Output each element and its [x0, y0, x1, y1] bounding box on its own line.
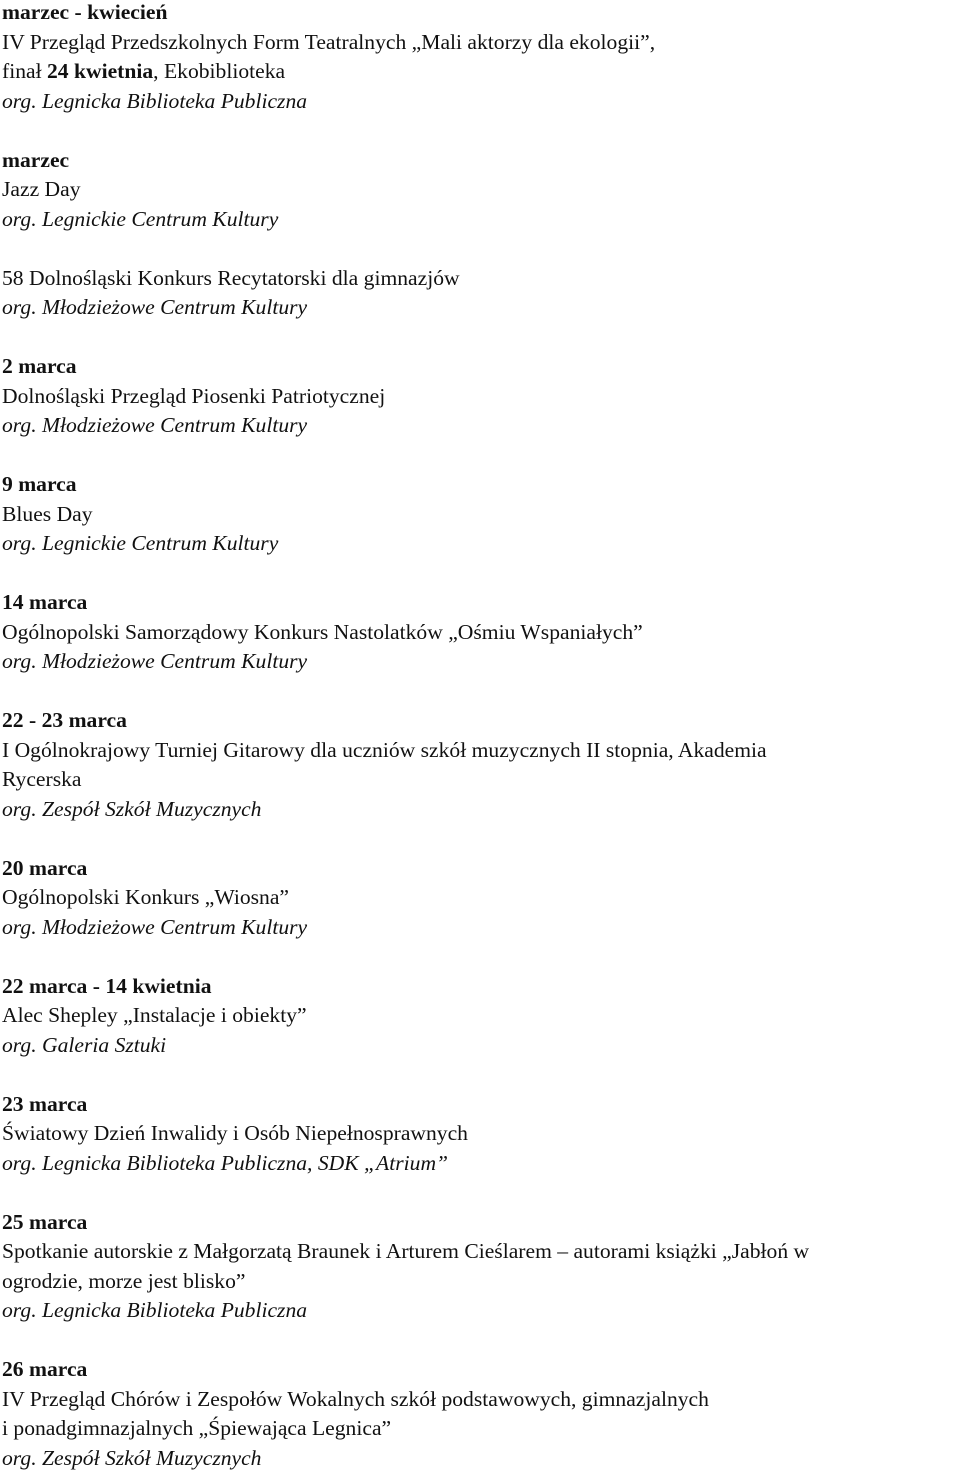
spacer: [2, 234, 960, 264]
spacer: [2, 1178, 960, 1208]
event-date: marzec: [2, 146, 960, 176]
event-organizer: org. Legnicka Biblioteka Publiczna: [2, 87, 960, 117]
event-entry: [2, 146, 960, 264]
event-organizer: org. Zespół Szkół Muzycznych: [2, 795, 960, 825]
event-entry: [2, 1355, 960, 1473]
event-entry: [2, 972, 960, 1090]
event-entry: [2, 352, 960, 470]
spacer: [2, 942, 960, 972]
event-entry: [2, 854, 960, 972]
event-entry: [2, 706, 960, 854]
event-organizer: org. Młodzieżowe Centrum Kultury: [2, 293, 960, 323]
event-organizer: org. Młodzieżowe Centrum Kultury: [2, 913, 960, 943]
event-date: 9 marca: [2, 470, 960, 500]
event-date: 20 marca: [2, 854, 960, 884]
spacer: [2, 1326, 960, 1356]
event-organizer: org. Legnicka Biblioteka Publiczna: [2, 1296, 960, 1326]
event-final-date: 24 kwietnia: [47, 59, 153, 83]
event-organizer: org. Młodzieżowe Centrum Kultury: [2, 411, 960, 441]
event-title-continued: ogrodzie, morze jest blisko”: [2, 1267, 960, 1297]
event-date: marzec - kwiecień: [2, 0, 960, 28]
event-title: Dolnośląski Przegląd Piosenki Patriotycznej: [2, 382, 960, 412]
event-date: 26 marca: [2, 1355, 960, 1385]
spacer: [2, 323, 960, 353]
event-detail: [2, 57, 960, 87]
event-detail-suffix: , Ekobiblioteka: [153, 59, 285, 83]
event-entry: [2, 0, 960, 146]
event-entry: [2, 470, 960, 588]
event-organizer: org. Legnickie Centrum Kultury: [2, 529, 960, 559]
spacer: [2, 559, 960, 589]
spacer: [2, 116, 960, 146]
event-title: Blues Day: [2, 500, 960, 530]
event-date: 23 marca: [2, 1090, 960, 1120]
event-entry: [2, 1090, 960, 1208]
event-entry: [2, 264, 960, 353]
event-title-continued: i ponadgimnazjalnych „Śpiewająca Legnica”: [2, 1414, 960, 1444]
event-organizer: org. Legnicka Biblioteka Publiczna, SDK „Atrium”: [2, 1149, 960, 1179]
event-title-continued: Rycerska: [2, 765, 960, 795]
event-title: Alec Shepley „Instalacje i obiekty”: [2, 1001, 960, 1031]
event-date: 22 - 23 marca: [2, 706, 960, 736]
event-title: Ogólnopolski Samorządowy Konkurs Nastolatków „Ośmiu Wspaniałych”: [2, 618, 960, 648]
event-entry: [2, 588, 960, 706]
event-calendar-document: [2, 0, 960, 1473]
event-title: I Ogólnokrajowy Turniej Gitarowy dla uczniów szkół muzycznych II stopnia, Akademia: [2, 736, 960, 766]
event-entry: [2, 1208, 960, 1356]
event-date: 2 marca: [2, 352, 960, 382]
event-title: IV Przegląd Chórów i Zespołów Wokalnych szkół podstawowych, gimnazjalnych: [2, 1385, 960, 1415]
spacer: [2, 441, 960, 471]
event-title: Spotkanie autorskie z Małgorzatą Braunek i Arturem Cieślarem – autorami książki „Jabłoń w: [2, 1237, 960, 1267]
event-organizer: org. Legnickie Centrum Kultury: [2, 205, 960, 235]
event-title: Ogólnopolski Konkurs „Wiosna”: [2, 883, 960, 913]
event-organizer: org. Galeria Sztuki: [2, 1031, 960, 1061]
event-title: IV Przegląd Przedszkolnych Form Teatralnych „Mali aktorzy dla ekologii”,: [2, 28, 960, 58]
event-organizer: org. Zespół Szkół Muzycznych: [2, 1444, 960, 1473]
spacer: [2, 677, 960, 707]
event-title: Światowy Dzień Inwalidy i Osób Niepełnosprawnych: [2, 1119, 960, 1149]
event-organizer: org. Młodzieżowe Centrum Kultury: [2, 647, 960, 677]
event-date: 22 marca - 14 kwietnia: [2, 972, 960, 1002]
event-date: 25 marca: [2, 1208, 960, 1238]
event-title: 58 Dolnośląski Konkurs Recytatorski dla gimnazjów: [2, 264, 960, 294]
spacer: [2, 824, 960, 854]
spacer: [2, 1060, 960, 1090]
event-detail-prefix: finał: [2, 59, 47, 83]
event-title: Jazz Day: [2, 175, 960, 205]
event-date: 14 marca: [2, 588, 960, 618]
